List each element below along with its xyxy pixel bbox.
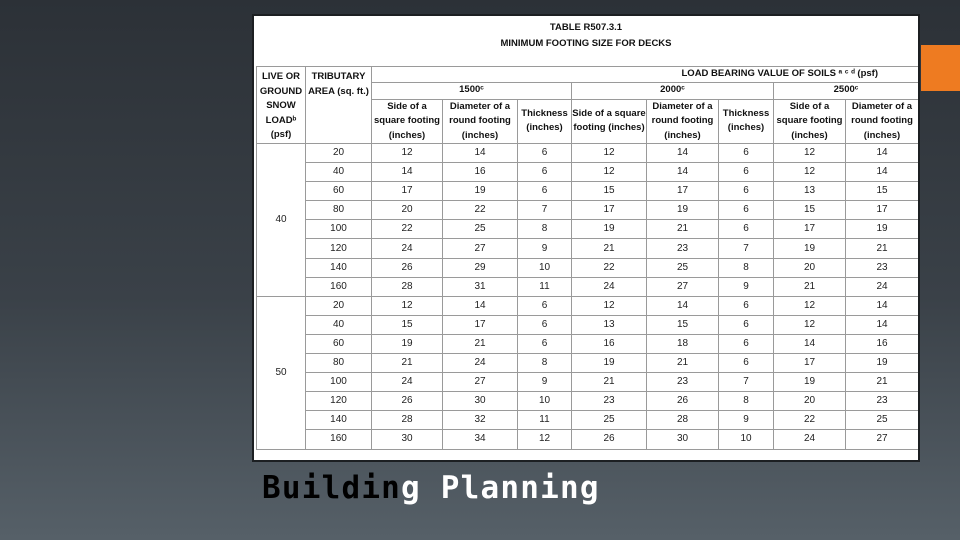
- value-cell: 25: [846, 411, 919, 430]
- value-cell: 24: [372, 239, 443, 258]
- table-row: [257, 392, 919, 411]
- value-cell: 11: [518, 277, 572, 296]
- table-row: [257, 144, 919, 163]
- value-cell: 12: [572, 296, 647, 315]
- value-cell: 19: [774, 239, 846, 258]
- value-cell: 15: [372, 315, 443, 334]
- value-cell: 10: [518, 258, 572, 277]
- value-cell: 27: [846, 430, 919, 449]
- value-cell: 19: [846, 354, 919, 373]
- soil-1500: 1500ᶜ: [372, 82, 572, 99]
- area-cell: 100: [306, 373, 372, 392]
- area-cell: 40: [306, 163, 372, 182]
- table-row: [257, 334, 919, 353]
- slide-title-dark: Buildin: [262, 470, 402, 506]
- value-cell: 9: [518, 239, 572, 258]
- value-cell: 21: [572, 373, 647, 392]
- value-cell: 23: [572, 392, 647, 411]
- value-cell: 26: [572, 430, 647, 449]
- area-cell: 80: [306, 354, 372, 373]
- area-cell: 80: [306, 201, 372, 220]
- value-cell: 8: [719, 258, 774, 277]
- table-row: [257, 163, 919, 182]
- value-cell: 17: [846, 201, 919, 220]
- value-cell: 28: [372, 277, 443, 296]
- value-cell: 29: [443, 258, 518, 277]
- value-cell: 21: [572, 239, 647, 258]
- area-cell: 160: [306, 430, 372, 449]
- value-cell: 6: [518, 182, 572, 201]
- value-cell: 21: [443, 334, 518, 353]
- value-cell: 18: [647, 334, 719, 353]
- value-cell: 6: [719, 334, 774, 353]
- slide-title: [262, 470, 600, 506]
- value-cell: 20: [372, 201, 443, 220]
- value-cell: 20: [774, 392, 846, 411]
- value-cell: 6: [719, 296, 774, 315]
- table-body: [257, 144, 919, 450]
- subheader-diameter: Diameter of a round footing (inches): [846, 99, 919, 144]
- value-cell: 6: [719, 182, 774, 201]
- value-cell: 12: [518, 430, 572, 449]
- value-cell: 22: [372, 220, 443, 239]
- header-bearing: LOAD BEARING VALUE OF SOILS ᵃ ᶜ ᵈ (psf): [372, 67, 919, 83]
- value-cell: 6: [719, 354, 774, 373]
- value-cell: 34: [443, 430, 518, 449]
- value-cell: 30: [372, 430, 443, 449]
- value-cell: 25: [443, 220, 518, 239]
- value-cell: 28: [372, 411, 443, 430]
- table-row: [257, 373, 919, 392]
- value-cell: 19: [846, 220, 919, 239]
- value-cell: 14: [774, 334, 846, 353]
- value-cell: 12: [372, 144, 443, 163]
- subheader-thickness: Thickness (inches): [518, 99, 572, 144]
- value-cell: 9: [518, 373, 572, 392]
- value-cell: 14: [443, 144, 518, 163]
- value-cell: 16: [572, 334, 647, 353]
- value-cell: 17: [774, 220, 846, 239]
- value-cell: 17: [572, 201, 647, 220]
- value-cell: 19: [372, 334, 443, 353]
- value-cell: 14: [846, 296, 919, 315]
- value-cell: 11: [518, 411, 572, 430]
- value-cell: 7: [518, 201, 572, 220]
- value-cell: 14: [846, 315, 919, 334]
- value-cell: 13: [774, 182, 846, 201]
- value-cell: 25: [647, 258, 719, 277]
- value-cell: 17: [443, 315, 518, 334]
- value-cell: 21: [846, 373, 919, 392]
- value-cell: 20: [774, 258, 846, 277]
- value-cell: 8: [518, 354, 572, 373]
- value-cell: 19: [647, 201, 719, 220]
- value-cell: 26: [647, 392, 719, 411]
- value-cell: 31: [443, 277, 518, 296]
- value-cell: 14: [372, 163, 443, 182]
- value-cell: 6: [719, 144, 774, 163]
- table-row: [257, 258, 919, 277]
- value-cell: 15: [774, 201, 846, 220]
- header-area: TRIBUTARY AREA (sq. ft.): [306, 67, 372, 144]
- value-cell: 8: [719, 392, 774, 411]
- value-cell: 12: [774, 144, 846, 163]
- value-cell: 9: [719, 411, 774, 430]
- area-cell: 20: [306, 144, 372, 163]
- accent-bar: [921, 45, 960, 91]
- value-cell: 24: [572, 277, 647, 296]
- value-cell: 21: [647, 220, 719, 239]
- value-cell: 12: [774, 163, 846, 182]
- value-cell: 14: [443, 296, 518, 315]
- value-cell: 16: [846, 334, 919, 353]
- table-row: [257, 277, 919, 296]
- value-cell: 13: [572, 315, 647, 334]
- table-row: [257, 296, 919, 315]
- value-cell: 21: [647, 354, 719, 373]
- value-cell: 19: [774, 373, 846, 392]
- value-cell: 6: [719, 201, 774, 220]
- value-cell: 24: [846, 277, 919, 296]
- load-cell: 40: [257, 144, 306, 297]
- subheader-side: Side of a square footing (inches): [774, 99, 846, 144]
- table-row: [257, 182, 919, 201]
- table-row: [257, 239, 919, 258]
- area-cell: 120: [306, 392, 372, 411]
- area-cell: 140: [306, 411, 372, 430]
- value-cell: 27: [443, 239, 518, 258]
- table-row: [257, 430, 919, 449]
- value-cell: 6: [719, 220, 774, 239]
- value-cell: 32: [443, 411, 518, 430]
- value-cell: 10: [518, 392, 572, 411]
- value-cell: 12: [372, 296, 443, 315]
- value-cell: 12: [774, 315, 846, 334]
- area-cell: 60: [306, 334, 372, 353]
- table-title: [254, 20, 918, 52]
- value-cell: 14: [846, 163, 919, 182]
- subheader-diameter: Diameter of a round footing (inches): [647, 99, 719, 144]
- value-cell: 7: [719, 239, 774, 258]
- value-cell: 15: [846, 182, 919, 201]
- value-cell: 6: [719, 315, 774, 334]
- value-cell: 8: [518, 220, 572, 239]
- value-cell: 12: [572, 144, 647, 163]
- value-cell: 24: [372, 373, 443, 392]
- value-cell: 22: [774, 411, 846, 430]
- value-cell: 16: [443, 163, 518, 182]
- table-row: [257, 411, 919, 430]
- value-cell: 23: [647, 239, 719, 258]
- value-cell: 19: [572, 354, 647, 373]
- value-cell: 30: [443, 392, 518, 411]
- value-cell: 21: [846, 239, 919, 258]
- table-image: [252, 14, 920, 462]
- value-cell: 17: [372, 182, 443, 201]
- value-cell: 6: [719, 163, 774, 182]
- value-cell: 7: [719, 373, 774, 392]
- area-cell: 160: [306, 277, 372, 296]
- value-cell: 14: [647, 144, 719, 163]
- area-cell: 120: [306, 239, 372, 258]
- table-row: [257, 315, 919, 334]
- table-row: [257, 220, 919, 239]
- value-cell: 27: [443, 373, 518, 392]
- value-cell: 15: [572, 182, 647, 201]
- subheader-diameter: Diameter of a round footing (inches): [443, 99, 518, 144]
- value-cell: 19: [443, 182, 518, 201]
- header-load: LIVE OR GROUND SNOW LOADᵇ (psf): [257, 67, 306, 144]
- value-cell: 25: [572, 411, 647, 430]
- value-cell: 9: [719, 277, 774, 296]
- value-cell: 26: [372, 392, 443, 411]
- value-cell: 21: [372, 354, 443, 373]
- table-caption: MINIMUM FOOTING SIZE FOR DECKS: [500, 38, 672, 49]
- value-cell: 6: [518, 296, 572, 315]
- value-cell: 12: [572, 163, 647, 182]
- value-cell: 27: [647, 277, 719, 296]
- value-cell: 23: [846, 392, 919, 411]
- subheader-side: Side of a square footing (inches): [572, 99, 647, 144]
- value-cell: 6: [518, 163, 572, 182]
- area-cell: 100: [306, 220, 372, 239]
- subheader-side: Side of a square footing (inches): [372, 99, 443, 144]
- value-cell: 24: [443, 354, 518, 373]
- value-cell: 17: [647, 182, 719, 201]
- value-cell: 19: [572, 220, 647, 239]
- area-cell: 60: [306, 182, 372, 201]
- table-row: [257, 354, 919, 373]
- value-cell: 12: [774, 296, 846, 315]
- area-cell: 20: [306, 296, 372, 315]
- table-number: TABLE R507.3.1: [549, 22, 623, 33]
- value-cell: 23: [647, 373, 719, 392]
- soil-2000: 2000ᶜ: [572, 82, 774, 99]
- value-cell: 6: [518, 315, 572, 334]
- value-cell: 14: [647, 296, 719, 315]
- value-cell: 26: [372, 258, 443, 277]
- value-cell: 14: [846, 144, 919, 163]
- area-cell: 40: [306, 315, 372, 334]
- footing-table: [256, 66, 919, 450]
- slide-title-light: g Planning: [401, 470, 600, 506]
- value-cell: 6: [518, 334, 572, 353]
- value-cell: 15: [647, 315, 719, 334]
- table-row: [257, 201, 919, 220]
- value-cell: 22: [572, 258, 647, 277]
- value-cell: 21: [774, 277, 846, 296]
- value-cell: 6: [518, 144, 572, 163]
- load-cell: 50: [257, 296, 306, 449]
- soil-2500: 2500ᶜ: [774, 82, 919, 99]
- value-cell: 17: [774, 354, 846, 373]
- subheader-thickness: Thickness (inches): [719, 99, 774, 144]
- value-cell: 10: [719, 430, 774, 449]
- value-cell: 28: [647, 411, 719, 430]
- value-cell: 30: [647, 430, 719, 449]
- value-cell: 14: [647, 163, 719, 182]
- value-cell: 23: [846, 258, 919, 277]
- value-cell: 22: [443, 201, 518, 220]
- area-cell: 140: [306, 258, 372, 277]
- value-cell: 24: [774, 430, 846, 449]
